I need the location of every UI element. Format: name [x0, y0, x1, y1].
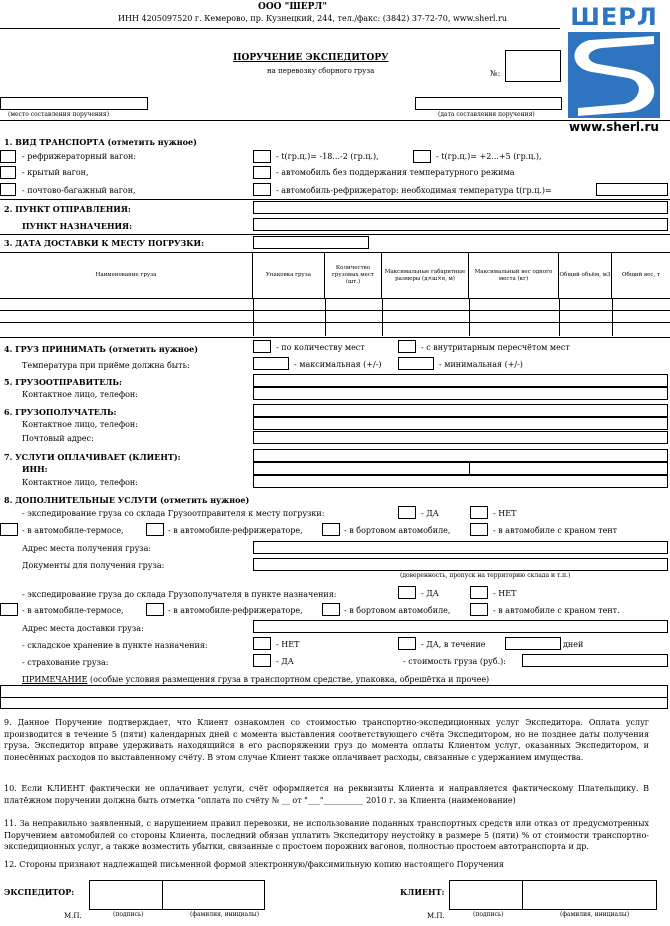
delivery-date-field[interactable]: [253, 236, 369, 249]
checkbox-temp-plus[interactable]: [413, 150, 431, 163]
place-caption: (место составления поручения): [8, 111, 110, 118]
checkbox-pickup-yes[interactable]: [398, 506, 416, 519]
shipper-contact-field[interactable]: [253, 387, 668, 400]
payer-inn-field[interactable]: [253, 462, 470, 475]
number-label: №:: [490, 69, 501, 78]
place-field[interactable]: [0, 97, 148, 110]
consignee-contact-field[interactable]: [253, 417, 668, 430]
consignee-address-field[interactable]: [253, 431, 668, 444]
note-label: ПРИМЕЧАНИЕ: [22, 675, 88, 684]
min-temp-field[interactable]: [398, 357, 434, 370]
checkbox-pickup-thermo[interactable]: [0, 523, 18, 536]
checkbox-auto-refr[interactable]: [253, 183, 271, 196]
header-divider: [0, 28, 560, 29]
checkbox-delivery-no[interactable]: [470, 586, 488, 599]
order-number-field[interactable]: [505, 50, 561, 82]
logo-wordmark: ШЕРЛ: [566, 4, 662, 30]
note-description: (особые условия размещения груза в транспортном средстве, упаковка, обрешётка и прочее): [89, 675, 490, 684]
checkbox-delivery-crane[interactable]: [470, 603, 488, 616]
checkbox-delivery-refr[interactable]: [146, 603, 164, 616]
cargo-value-field[interactable]: [522, 654, 668, 667]
shipper-field[interactable]: [253, 374, 668, 387]
payer-inn-field-2[interactable]: [469, 462, 668, 475]
checkbox-storage-yes[interactable]: [398, 637, 416, 650]
checkbox-pickup-flatbed[interactable]: [322, 523, 340, 536]
s1-label: 1. ВИД ТРАНСПОРТА (отметить нужное): [4, 137, 197, 147]
checkbox-pickup-refr[interactable]: [146, 523, 164, 536]
checkbox-covered-wagon[interactable]: [0, 166, 16, 179]
destination-field[interactable]: [253, 218, 668, 231]
checkbox-mail-wagon[interactable]: [0, 183, 16, 196]
checkbox-storage-no[interactable]: [253, 637, 271, 650]
expeditor-signature-box[interactable]: [89, 880, 265, 910]
expeditor-label: ЭКСПЕДИТОР:: [4, 887, 75, 897]
company-address: ИНН 4205097520 г. Кемерово, пр. Кузнецкий, 244, тел./факс: (3842) 37-72-70, www.sherl.ru: [118, 14, 507, 23]
consignee-field[interactable]: [253, 404, 668, 417]
clause-12: 12. Стороны признают надлежащей письменной формой электронную/факсимильную копию настоящего Поручения: [4, 860, 504, 869]
company-logo: [562, 4, 666, 136]
checkbox-delivery-flatbed[interactable]: [322, 603, 340, 616]
checkbox-pickup-no[interactable]: [470, 506, 488, 519]
cargo-table: Наименование груза Упаковка груза Количество грузовых мест (шт.) Максимальные габаритные размеры (д×ш×в, м) Максимальный вес одного места (кг) Общий объём, м3 Общий вес, т: [0, 252, 670, 338]
pickup-docs-field[interactable]: [253, 558, 668, 571]
logo-url: www.sherl.ru: [569, 120, 659, 134]
storage-days-field[interactable]: [505, 637, 561, 650]
logo-s-icon: [562, 30, 666, 120]
client-label: КЛИЕНТ:: [400, 887, 445, 897]
checkbox-pickup-crane[interactable]: [470, 523, 488, 536]
checkbox-insurance-yes[interactable]: [253, 654, 271, 667]
pickup-address-field[interactable]: [253, 541, 668, 554]
payer-field[interactable]: [253, 449, 668, 462]
checkbox-auto-no-temp[interactable]: [253, 166, 271, 179]
checkbox-delivery-thermo[interactable]: [0, 603, 18, 616]
date-field[interactable]: [415, 97, 562, 110]
note-field[interactable]: [0, 685, 668, 709]
company-name: ООО "ШЕРЛ": [258, 2, 328, 12]
form-subtitle: на перевозку сборного груза: [267, 67, 375, 75]
clause-9: 9. Данное Поручение подтверждает, что Клиент ознакомлен со стоимостью транспортно-экспедиционных услуг Экспедитора. Оплата услуг производится в течение 5 (пяти) календарных дней с момента выставления соответствующего счёта Экспедитором, но не позднее даты получения груза. Экспедитор вправе удерживать находящийся в его распоряжении груз до момента оплаты Клиентом услуг, оказанных Экспедитором, и понесённых расходов по выставленному счёту. В этом случае Клиент также оплачивает расходы, связанные с удержанием имущества.: [4, 718, 649, 762]
payer-contact-field[interactable]: [253, 475, 668, 488]
date-caption: (дата составления поручения): [438, 111, 535, 118]
checkbox-refr-wagon[interactable]: [0, 150, 16, 163]
checkbox-delivery-yes[interactable]: [398, 586, 416, 599]
client-signature-box[interactable]: [449, 880, 657, 910]
form-title: ПОРУЧЕНИЕ ЭКСПЕДИТОРУ: [233, 53, 389, 63]
clause-10: 10. Если КЛИЕНТ фактически не оплачивает услуги, счёт оформляется на реквизиты Клиента и направляется фактическому Плательщику. В платёжном поручении должна быть отметка "оплата по счёту № __ от "___"__________ 2010 г. за Клиента (наименование): [4, 784, 649, 805]
temperature-field[interactable]: [596, 183, 668, 196]
checkbox-by-count[interactable]: [253, 340, 271, 353]
delivery-address-field[interactable]: [253, 620, 668, 633]
max-temp-field[interactable]: [253, 357, 289, 370]
clause-11: 11. За неправильно заявленный, с нарушением правил перевозки, не использование поданных транспортных средств или отказ от предусмотренных Поручением автомобилей со стороны Клиента, последний обязан уплатить Экспедитору неустойку в размере 5 (пяти) % от стоимости транспортно-экспедиционных услуг, а также возместить убытки, связанные с простоем порожних вагонов, полностью простоем автотранспорта и др.: [4, 819, 649, 851]
checkbox-inner-count[interactable]: [398, 340, 416, 353]
departure-field[interactable]: [253, 201, 668, 214]
checkbox-temp-minus[interactable]: [253, 150, 271, 163]
